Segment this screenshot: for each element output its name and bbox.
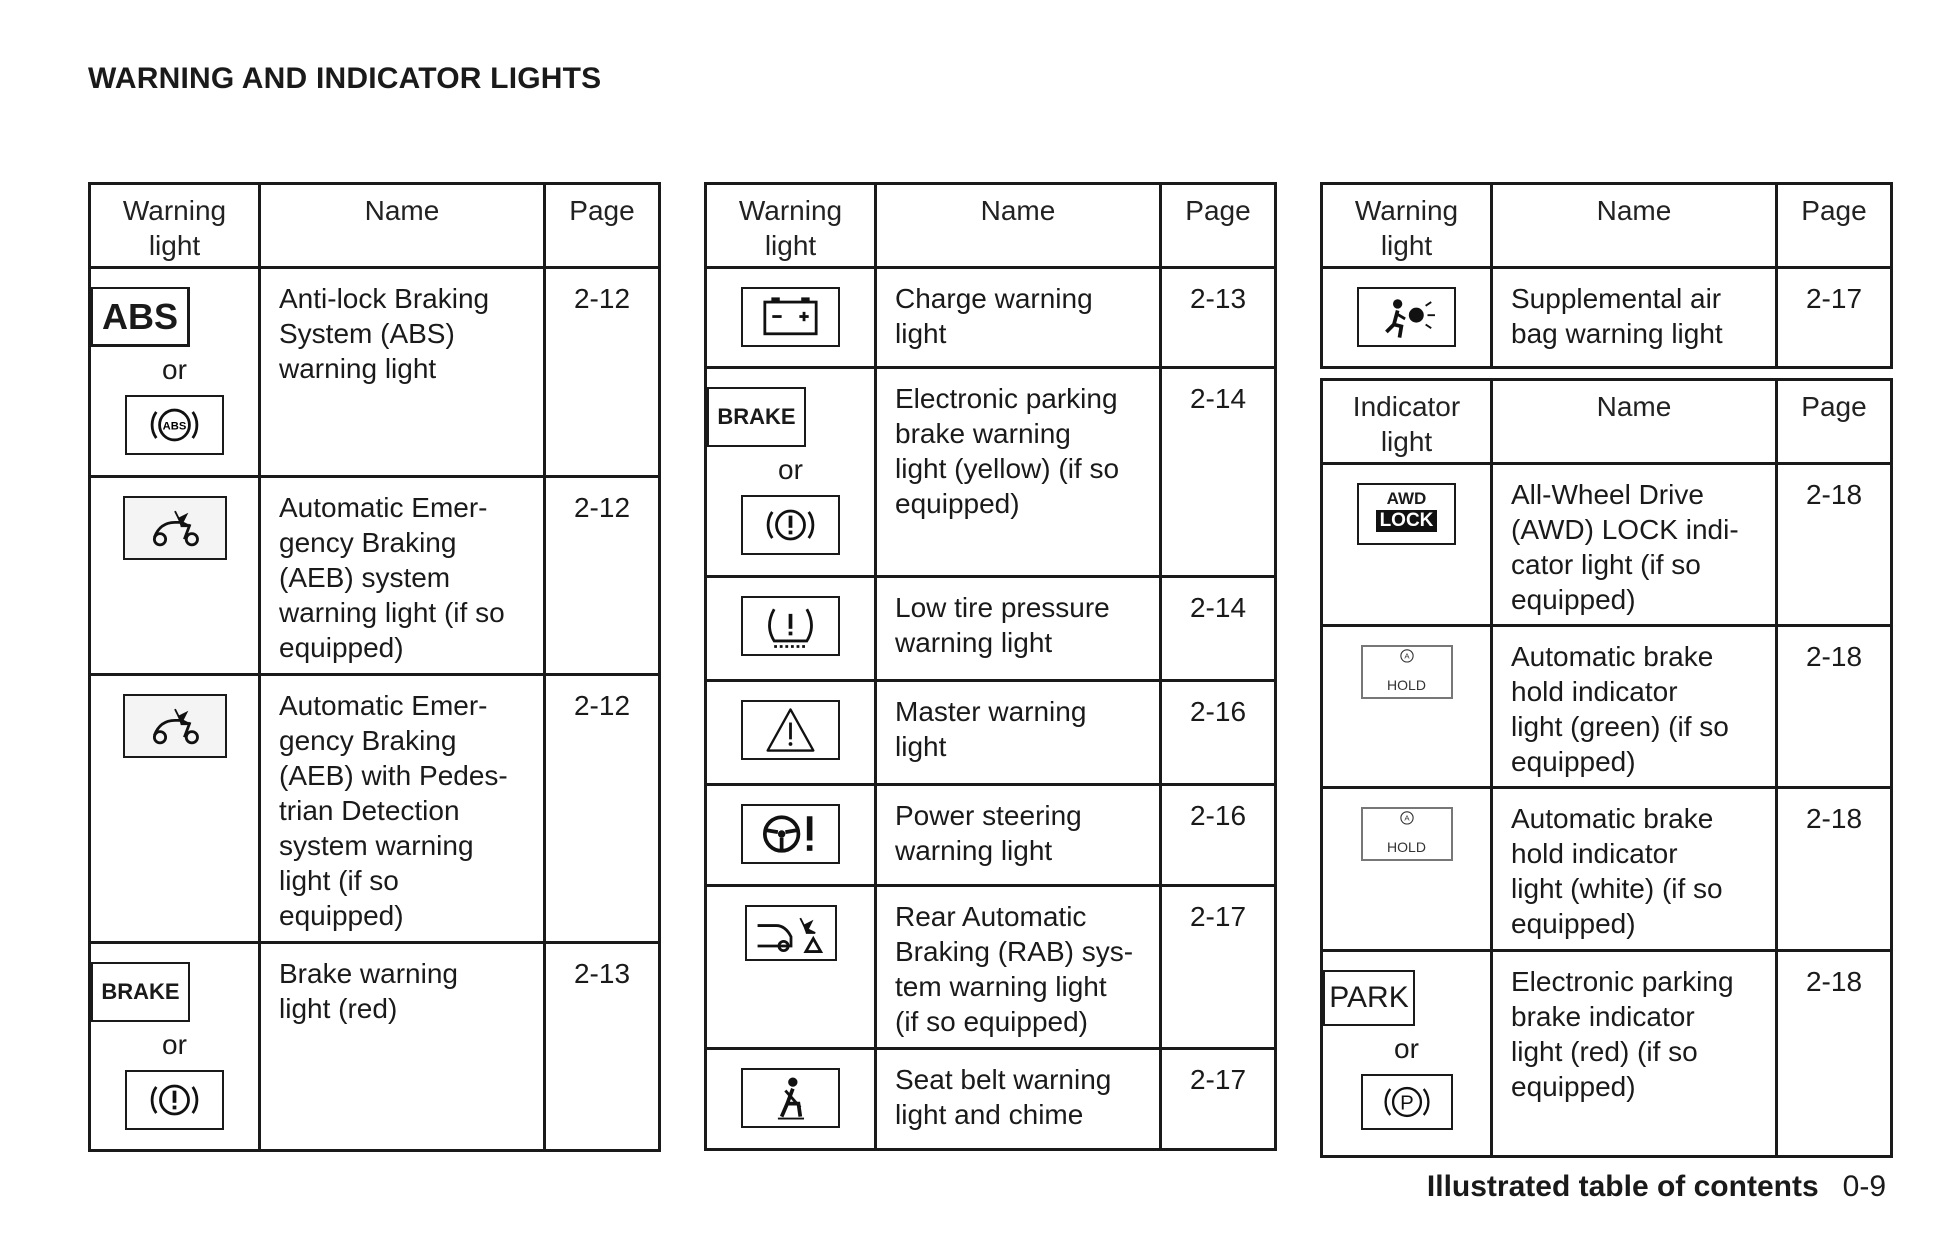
- row-name: Rear Automatic Braking (RAB) sys- tem warning light (if so equipped): [876, 886, 1161, 1049]
- master-warning-icon: [741, 700, 840, 760]
- header-page: Page: [1777, 380, 1892, 464]
- table-row: [1322, 788, 1892, 951]
- row-page: 2-13: [1161, 268, 1276, 368]
- row-page: 2-12: [545, 477, 660, 675]
- warning-lights-table-1: [88, 182, 661, 1152]
- row-page: 2-17: [1161, 886, 1276, 1049]
- svg-text:P: P: [1399, 1092, 1414, 1115]
- header-name: Name: [260, 184, 545, 268]
- rear-automatic-braking-icon: [745, 905, 837, 961]
- row-page: 2-12: [545, 675, 660, 943]
- warning-lights-table-2: [704, 182, 1277, 1151]
- table-row: [1322, 268, 1892, 368]
- row-name: Master warning light: [876, 681, 1161, 785]
- table-row: [90, 268, 660, 477]
- header-warning-light: Warning light: [1322, 184, 1492, 268]
- table-row: [706, 681, 1276, 785]
- row-name: Automatic Emer- gency Braking (AEB) with Pedes- trian Detection system warning light (if so equipped): [260, 675, 545, 943]
- indicator-lights-table: [1320, 378, 1893, 1158]
- row-name: Automatic brake hold indicator light (white) (if so equipped): [1492, 788, 1777, 951]
- row-name: Charge warning light: [876, 268, 1161, 368]
- brake-circle-icon: [125, 1070, 224, 1130]
- svg-text:A: A: [1403, 813, 1410, 823]
- or-label: or: [1394, 1033, 1419, 1064]
- row-page: 2-18: [1777, 788, 1892, 951]
- table-row: [706, 785, 1276, 886]
- row-page: 2-14: [1161, 577, 1276, 681]
- table-row: [90, 943, 660, 1151]
- table-row: [90, 477, 660, 675]
- table-row: [706, 268, 1276, 368]
- header-warning-light: Warning light: [706, 184, 876, 268]
- header-page: Page: [1777, 184, 1892, 268]
- aeb-warning-icon: [123, 496, 227, 560]
- header-warning-light: Warning light: [90, 184, 260, 268]
- awd-lock-icon: [1357, 483, 1456, 545]
- table-row: [706, 577, 1276, 681]
- awd-label: AWD: [1386, 489, 1427, 508]
- table-row: [706, 886, 1276, 1049]
- battery-charge-icon: [741, 287, 840, 347]
- auto-brake-hold-green-icon: [1361, 645, 1453, 699]
- header-name: Name: [1492, 184, 1777, 268]
- row-name: Electronic parking brake indicator light (red) (if so equipped): [1492, 951, 1777, 1157]
- park-text-icon: PARK: [1323, 970, 1415, 1026]
- row-page: 2-18: [1777, 464, 1892, 626]
- table-row: [706, 368, 1276, 577]
- row-name: Power steering warning light: [876, 785, 1161, 886]
- row-name: Electronic parking brake warning light (yellow) (if so equipped): [876, 368, 1161, 577]
- footer-page-number: 0-9: [1842, 1170, 1886, 1203]
- header-name: Name: [1492, 380, 1777, 464]
- aeb-pedestrian-warning-icon: [123, 694, 227, 758]
- header-name: Name: [876, 184, 1161, 268]
- table-row: [1322, 626, 1892, 788]
- row-name: Automatic Emer- gency Braking (AEB) system warning light (if so equipped): [260, 477, 545, 675]
- table-row: [1322, 464, 1892, 626]
- row-name: Brake warning light (red): [260, 943, 545, 1151]
- header-page: Page: [1161, 184, 1276, 268]
- power-steering-icon: [741, 804, 840, 864]
- row-page: 2-12: [545, 268, 660, 477]
- row-name: Seat belt warning light and chime: [876, 1049, 1161, 1150]
- row-name: Low tire pressure warning light: [876, 577, 1161, 681]
- air-bag-icon: [1357, 287, 1456, 347]
- brake-circle-icon: [741, 495, 840, 555]
- table-row: [1322, 951, 1892, 1157]
- tire-pressure-icon: [741, 596, 840, 656]
- row-page: 2-17: [1777, 268, 1892, 368]
- header-page: Page: [545, 184, 660, 268]
- row-name: Automatic brake hold indicator light (green) (if so equipped): [1492, 626, 1777, 788]
- warning-lights-table-3: [1320, 182, 1893, 369]
- hold-label: HOLD: [1387, 839, 1426, 855]
- hold-label: HOLD: [1387, 677, 1426, 693]
- seat-belt-icon: [741, 1068, 840, 1128]
- lock-label: LOCK: [1376, 510, 1438, 532]
- row-page: 2-18: [1777, 626, 1892, 788]
- row-page: 2-13: [545, 943, 660, 1151]
- brake-text-icon: BRAKE: [91, 962, 190, 1022]
- or-label: or: [162, 1029, 187, 1060]
- page-footer: [1427, 1170, 1886, 1204]
- park-circle-icon: [1361, 1074, 1453, 1130]
- table-row: [90, 675, 660, 943]
- row-page: 2-17: [1161, 1049, 1276, 1150]
- table-row: [706, 1049, 1276, 1150]
- row-page: 2-18: [1777, 951, 1892, 1157]
- header-indicator-light: Indicator light: [1322, 380, 1492, 464]
- row-page: 2-16: [1161, 681, 1276, 785]
- svg-text:A: A: [1403, 651, 1410, 661]
- row-page: 2-14: [1161, 368, 1276, 577]
- or-label: or: [162, 354, 187, 385]
- svg-text:ABS: ABS: [162, 420, 187, 433]
- footer-section-title: Illustrated table of contents: [1426, 1170, 1819, 1203]
- auto-brake-hold-white-icon: [1361, 807, 1453, 861]
- row-name: All-Wheel Drive (AWD) LOCK indi- cator light (if so equipped): [1492, 464, 1777, 626]
- row-name: Anti-lock Braking System (ABS) warning light: [260, 268, 545, 477]
- abs-circle-icon: [125, 395, 224, 455]
- row-page: 2-16: [1161, 785, 1276, 886]
- brake-text-icon: BRAKE: [707, 387, 806, 447]
- page-title: WARNING AND INDICATOR LIGHTS: [88, 62, 602, 95]
- or-label: or: [778, 454, 803, 485]
- abs-text-icon: ABS: [91, 287, 190, 347]
- row-name: Supplemental air bag warning light: [1492, 268, 1777, 368]
